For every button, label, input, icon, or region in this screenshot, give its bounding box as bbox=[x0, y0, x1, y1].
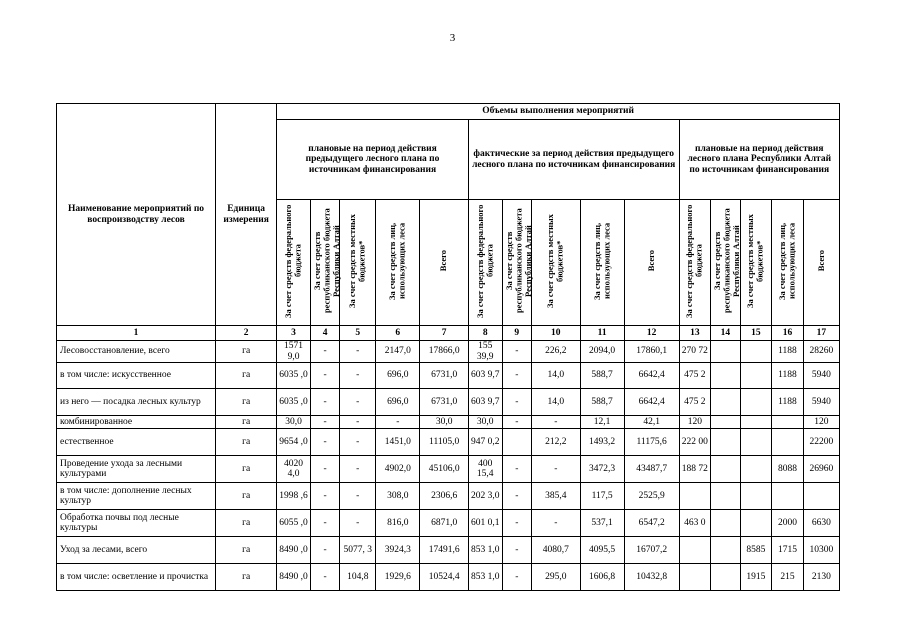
table-cell: - bbox=[502, 564, 531, 591]
table-cell: 8490 ,0 bbox=[277, 564, 311, 591]
table-cell: - bbox=[502, 341, 531, 363]
row-unit: га bbox=[216, 483, 277, 510]
column-number: 17 bbox=[803, 326, 839, 341]
table-cell: 6035 ,0 bbox=[277, 363, 311, 389]
row-name: естественное bbox=[57, 429, 216, 456]
table-cell: - bbox=[310, 341, 339, 363]
table-cell: 30,0 bbox=[468, 416, 502, 429]
table-cell: - bbox=[502, 456, 531, 483]
table-cell: 45106,0 bbox=[420, 456, 468, 483]
table-cell: 10432,8 bbox=[624, 564, 679, 591]
table-cell: 8088 bbox=[772, 456, 804, 483]
table-cell: 1571 9,0 bbox=[277, 341, 311, 363]
table-cell: - bbox=[502, 416, 531, 429]
subheader-label: За счет средств местных бюджетов* bbox=[347, 213, 367, 308]
table-cell: - bbox=[502, 537, 531, 564]
table-cell: 104,8 bbox=[340, 564, 376, 591]
table-cell bbox=[740, 429, 772, 456]
subheader-label: За счет средств лиц, использующих леса bbox=[776, 222, 797, 300]
table-row bbox=[57, 537, 840, 564]
table-cell: 2000 bbox=[772, 510, 804, 537]
table-cell bbox=[711, 564, 740, 591]
table-cell: 120 bbox=[679, 416, 711, 429]
table-cell: 30,0 bbox=[277, 416, 311, 429]
table-cell bbox=[803, 483, 839, 510]
table-cell bbox=[740, 416, 772, 429]
table-cell: - bbox=[310, 456, 339, 483]
table-cell bbox=[772, 429, 804, 456]
subheader-label: Всего bbox=[645, 250, 656, 272]
subheader-label: За счет средств федерального бюджета bbox=[684, 204, 704, 318]
column-number: 1 bbox=[57, 326, 216, 341]
table-cell: 1188 bbox=[772, 341, 804, 363]
table-cell bbox=[502, 429, 531, 456]
table-cell: 17866,0 bbox=[420, 341, 468, 363]
header-unit: Единица измерения bbox=[216, 104, 277, 326]
table-cell bbox=[740, 389, 772, 416]
table-cell: 400 15,4 bbox=[468, 456, 502, 483]
table-cell bbox=[679, 483, 711, 510]
subheader-label: За счет средств лиц, использующих леса bbox=[387, 222, 407, 300]
table-cell: 188 72 bbox=[679, 456, 711, 483]
table-cell: 1451,0 bbox=[376, 429, 420, 456]
table-row bbox=[57, 429, 840, 456]
table-cell bbox=[740, 483, 772, 510]
table-cell: - bbox=[340, 429, 376, 456]
table-cell: 11105,0 bbox=[420, 429, 468, 456]
subheader-cell bbox=[580, 200, 624, 326]
table-cell: 385,4 bbox=[532, 483, 580, 510]
table-cell: 3472,3 bbox=[580, 456, 624, 483]
table-row bbox=[57, 483, 840, 510]
table-cell bbox=[711, 456, 740, 483]
table-cell: 5940 bbox=[803, 389, 839, 416]
table-cell bbox=[711, 483, 740, 510]
table-cell: 2147,0 bbox=[376, 341, 420, 363]
table-cell bbox=[679, 537, 711, 564]
table-row bbox=[57, 363, 840, 389]
header-group-actual-previous: фактические за период действия предыдущего лесного плана по источникам финансирования bbox=[468, 120, 679, 200]
table-cell: 2525,9 bbox=[624, 483, 679, 510]
column-number: 8 bbox=[468, 326, 502, 341]
table-cell: 2094,0 bbox=[580, 341, 624, 363]
table-cell: - bbox=[340, 389, 376, 416]
table-cell: 270 72 bbox=[679, 341, 711, 363]
table-cell: 816,0 bbox=[376, 510, 420, 537]
column-number: 4 bbox=[310, 326, 339, 341]
table-row bbox=[57, 456, 840, 483]
header-volumes: Объемы выполнения мероприятий bbox=[277, 104, 840, 120]
page-number: 3 bbox=[449, 32, 456, 44]
table-cell: 42,1 bbox=[624, 416, 679, 429]
column-number: 15 bbox=[740, 326, 772, 341]
table-row bbox=[57, 564, 840, 591]
table-cell: 202 3,0 bbox=[468, 483, 502, 510]
table-cell: 1493,2 bbox=[580, 429, 624, 456]
row-unit: га bbox=[216, 456, 277, 483]
subheader-cell bbox=[376, 200, 420, 326]
table-cell: 1188 bbox=[772, 363, 804, 389]
column-number: 5 bbox=[340, 326, 376, 341]
subheader-label: За счет средств лиц, использующих леса bbox=[591, 222, 612, 300]
table-cell: 14,0 bbox=[532, 389, 580, 416]
table-cell: - bbox=[340, 341, 376, 363]
table-row bbox=[57, 389, 840, 416]
table-cell: 4080,7 bbox=[532, 537, 580, 564]
table-cell: - bbox=[310, 510, 339, 537]
subheader-label: За счет средств республиканского бюджета Республики Алтай bbox=[503, 208, 533, 314]
table-cell: 6731,0 bbox=[420, 389, 468, 416]
table-cell bbox=[711, 389, 740, 416]
table-cell: 1929,6 bbox=[376, 564, 420, 591]
table-cell: 2306,6 bbox=[420, 483, 468, 510]
table-cell: 3924,3 bbox=[376, 537, 420, 564]
table-cell: 6547,2 bbox=[624, 510, 679, 537]
column-number: 6 bbox=[376, 326, 420, 341]
row-unit: га bbox=[216, 537, 277, 564]
table-cell: 1188 bbox=[772, 389, 804, 416]
column-number: 13 bbox=[679, 326, 711, 341]
table-cell: - bbox=[340, 456, 376, 483]
row-name: комбинированное bbox=[57, 416, 216, 429]
subheader-cell bbox=[740, 200, 772, 326]
table-cell: 155 39,9 bbox=[468, 341, 502, 363]
row-name: Проведение ухода за лесными культурами bbox=[57, 456, 216, 483]
row-name: из него — посадка лесных культур bbox=[57, 389, 216, 416]
table-cell: 475 2 bbox=[679, 363, 711, 389]
subheader-cell bbox=[502, 200, 531, 326]
column-number: 16 bbox=[772, 326, 804, 341]
table-cell: - bbox=[340, 483, 376, 510]
subheader-cell bbox=[711, 200, 740, 326]
table-cell: 696,0 bbox=[376, 363, 420, 389]
row-name: в том числе: искусственное bbox=[57, 363, 216, 389]
table-cell: 17860,1 bbox=[624, 341, 679, 363]
table-cell bbox=[740, 510, 772, 537]
column-number: 14 bbox=[711, 326, 740, 341]
column-number: 10 bbox=[532, 326, 580, 341]
subheader-label: За счет средств местных бюджетов* bbox=[745, 213, 765, 308]
row-name: в том числе: дополнение лесных культур bbox=[57, 483, 216, 510]
subheader-cell bbox=[803, 200, 839, 326]
subheader-cell bbox=[772, 200, 804, 326]
row-name: Уход за лесами, всего bbox=[57, 537, 216, 564]
table-cell: 28260 bbox=[803, 341, 839, 363]
table-cell: 9654 ,0 bbox=[277, 429, 311, 456]
column-number: 12 bbox=[624, 326, 679, 341]
table-cell bbox=[740, 456, 772, 483]
table-cell: 2130 bbox=[803, 564, 839, 591]
table-cell: 6642,4 bbox=[624, 389, 679, 416]
table-cell: 222 00 bbox=[679, 429, 711, 456]
column-number: 11 bbox=[580, 326, 624, 341]
table-cell: 22200 bbox=[803, 429, 839, 456]
row-unit: га bbox=[216, 341, 277, 363]
table-cell: - bbox=[310, 537, 339, 564]
table-cell bbox=[711, 416, 740, 429]
table-cell: - bbox=[502, 483, 531, 510]
subheader-cell bbox=[624, 200, 679, 326]
table-cell: - bbox=[502, 510, 531, 537]
table-cell bbox=[772, 483, 804, 510]
row-name: в том числе: осветление и прочистка bbox=[57, 564, 216, 591]
table-cell: 696,0 bbox=[376, 389, 420, 416]
table-cell bbox=[740, 363, 772, 389]
table-cell: 5940 bbox=[803, 363, 839, 389]
table-cell: 947 0,2 bbox=[468, 429, 502, 456]
table-cell: 4095,5 bbox=[580, 537, 624, 564]
table-cell: - bbox=[502, 363, 531, 389]
header-group-planned-previous: плановые на период действия предыдущего лесного плана по источникам финансирования bbox=[277, 120, 469, 200]
table-cell: 853 1,0 bbox=[468, 537, 502, 564]
table-cell bbox=[679, 564, 711, 591]
table-cell: - bbox=[532, 416, 580, 429]
table-cell: 11175,6 bbox=[624, 429, 679, 456]
subheader-cell bbox=[420, 200, 468, 326]
header-name: Наименование мероприятий по воспроизводству лесов bbox=[57, 104, 216, 326]
subheader-label: За счет средств республиканского бюджета Республики Алтай bbox=[712, 208, 742, 314]
table-cell: 1915 bbox=[740, 564, 772, 591]
table-row bbox=[57, 416, 840, 429]
table-cell: 601 0,1 bbox=[468, 510, 502, 537]
row-unit: га bbox=[216, 510, 277, 537]
table-cell: 12,1 bbox=[580, 416, 624, 429]
table-cell: 215 bbox=[772, 564, 804, 591]
subheader-cell bbox=[679, 200, 711, 326]
subheader-label: За счет средств местных бюджетов* bbox=[545, 213, 565, 308]
table-cell: 1606,8 bbox=[580, 564, 624, 591]
table-cell bbox=[740, 341, 772, 363]
table-cell: 120 bbox=[803, 416, 839, 429]
table-cell: - bbox=[310, 483, 339, 510]
table-cell: 10524,4 bbox=[420, 564, 468, 591]
table-cell: 43487,7 bbox=[624, 456, 679, 483]
subheader-label: Всего bbox=[815, 250, 826, 272]
header-group-planned-current: плановые на период действия лесного плана Республики Алтай по источникам финансирования bbox=[679, 120, 839, 200]
table-cell: 853 1,0 bbox=[468, 564, 502, 591]
table-cell: 1998 ,6 bbox=[277, 483, 311, 510]
table-cell: 17491,6 bbox=[420, 537, 468, 564]
subheader-label: За счет средств федерального бюджета bbox=[283, 204, 303, 318]
table-cell: 603 9,7 bbox=[468, 389, 502, 416]
table-cell bbox=[711, 363, 740, 389]
table-cell: 588,7 bbox=[580, 389, 624, 416]
table-cell: 537,1 bbox=[580, 510, 624, 537]
column-number: 9 bbox=[502, 326, 531, 341]
row-name: Лесовосстановление, всего bbox=[57, 341, 216, 363]
table-cell: 475 2 bbox=[679, 389, 711, 416]
table-cell: 212,2 bbox=[532, 429, 580, 456]
row-unit: га bbox=[216, 429, 277, 456]
table-cell bbox=[711, 429, 740, 456]
subheader-cell bbox=[468, 200, 502, 326]
table-cell: 8490 ,0 bbox=[277, 537, 311, 564]
table-cell: - bbox=[532, 456, 580, 483]
table-cell: - bbox=[340, 510, 376, 537]
subheader-label: За счет средств республиканского бюджета Республики Алтай bbox=[311, 208, 341, 314]
table-cell: 8585 bbox=[740, 537, 772, 564]
table-cell: 4020 4,0 bbox=[277, 456, 311, 483]
table-cell: 295,0 bbox=[532, 564, 580, 591]
table-cell: 4902,0 bbox=[376, 456, 420, 483]
subheader-cell bbox=[277, 200, 311, 326]
table-cell: 463 0 bbox=[679, 510, 711, 537]
column-number: 2 bbox=[216, 326, 277, 341]
subheader-label: За счет средств федерального бюджета bbox=[474, 204, 495, 318]
column-number: 7 bbox=[420, 326, 468, 341]
table-cell: - bbox=[340, 416, 376, 429]
table-cell: 16707,2 bbox=[624, 537, 679, 564]
table-cell: 30,0 bbox=[420, 416, 468, 429]
table-cell: 14,0 bbox=[532, 363, 580, 389]
table-cell: 6642,4 bbox=[624, 363, 679, 389]
subheader-cell bbox=[310, 200, 339, 326]
table-cell: 226,2 bbox=[532, 341, 580, 363]
table-cell: 26960 bbox=[803, 456, 839, 483]
row-unit: га bbox=[216, 389, 277, 416]
table-cell bbox=[711, 341, 740, 363]
table-cell: 117,5 bbox=[580, 483, 624, 510]
table-cell: 308,0 bbox=[376, 483, 420, 510]
table-cell: 5077, 3 bbox=[340, 537, 376, 564]
table-cell: 6035 ,0 bbox=[277, 389, 311, 416]
subheader-cell bbox=[340, 200, 376, 326]
row-unit: га bbox=[216, 416, 277, 429]
table-cell: 603 9,7 bbox=[468, 363, 502, 389]
table-cell bbox=[772, 416, 804, 429]
table-cell: - bbox=[502, 389, 531, 416]
table-cell: 588,7 bbox=[580, 363, 624, 389]
table-cell: - bbox=[310, 363, 339, 389]
column-number: 3 bbox=[277, 326, 311, 341]
row-name: Обработка почвы под лесные культуры bbox=[57, 510, 216, 537]
table-cell: 6055 ,0 bbox=[277, 510, 311, 537]
subheader-label: Всего bbox=[438, 250, 449, 272]
table-cell: - bbox=[310, 429, 339, 456]
row-unit: га bbox=[216, 564, 277, 591]
table-cell: - bbox=[532, 510, 580, 537]
table-cell bbox=[711, 510, 740, 537]
subheader-cell bbox=[532, 200, 580, 326]
table-cell: 10300 bbox=[803, 537, 839, 564]
table-cell bbox=[711, 537, 740, 564]
table-cell: - bbox=[310, 564, 339, 591]
table-cell: 1715 bbox=[772, 537, 804, 564]
table-cell: - bbox=[376, 416, 420, 429]
table-cell: 6871,0 bbox=[420, 510, 468, 537]
table-cell: - bbox=[310, 416, 339, 429]
table-row bbox=[57, 341, 840, 363]
row-unit: га bbox=[216, 363, 277, 389]
table-cell: 6630 bbox=[803, 510, 839, 537]
table-row bbox=[57, 510, 840, 537]
activities-table bbox=[56, 103, 840, 591]
table-cell: - bbox=[340, 363, 376, 389]
table-cell: - bbox=[310, 389, 339, 416]
column-number-row bbox=[57, 326, 840, 341]
table-cell: 6731,0 bbox=[420, 363, 468, 389]
